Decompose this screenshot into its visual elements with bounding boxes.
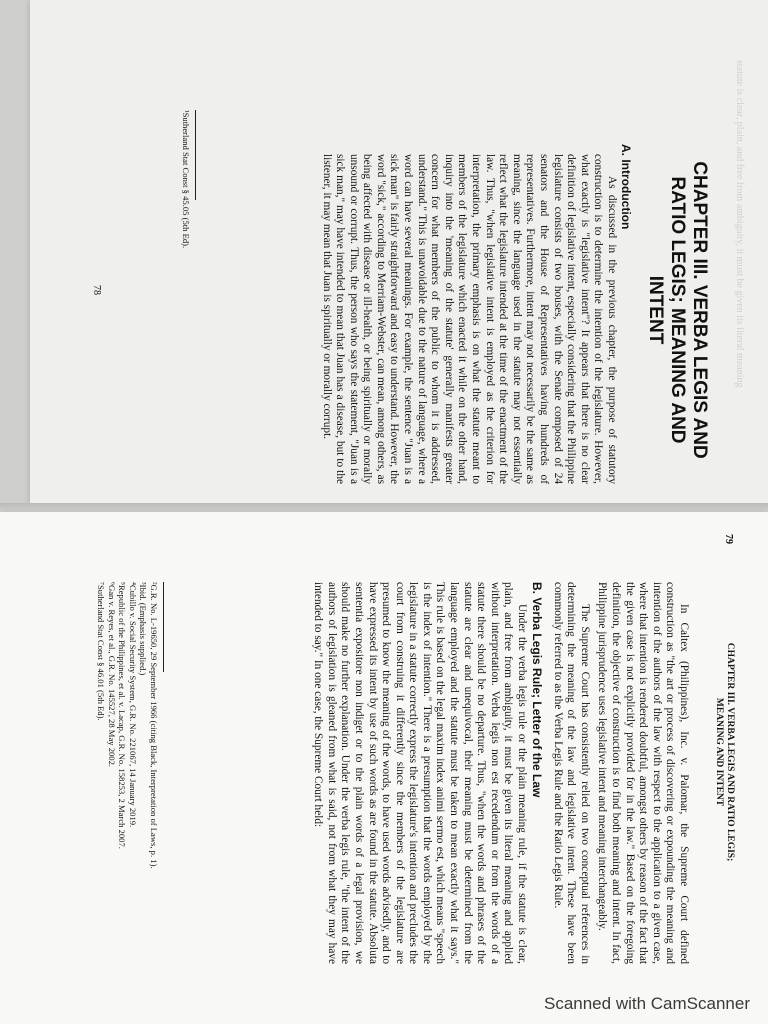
body-text xyxy=(307,582,690,964)
footnote-block xyxy=(180,110,200,410)
body-paragraph: Under the verba legis rule or the plain meaning rule, if the statute is clear, plain, and free from ambiguity, it must be given its literal meaning and applied without interpretation. Verba legis non est recedendum or from the words of a statute there should be no departure. Thus, "when the words and phrases of the statute are clear and unequivocal, their meaning must be determined from the language employed and the statute must be taken to mean exactly what it says." This rule is based on the legal maxim index animi sermo est, which means "speech is the index of intention." There is a presumption that the words employed by the legislature in a statute correctly express the legislature's intention and precludes the court from construing it differently since the members of the legislature are presumed to know the meaning of the words, to have used words advisedly, and to have expressed its intent by use of such words as are found in the statute. Absoluta sententia expositore non indiget or to the plain words of a legal provision, we should make no further explanation. Under the verba legis rule, "the intent of the authors of legislation is gleaned from what is said, not from what they may have intended to say." In one case, the Supreme Court held: xyxy=(312,582,529,964)
page-number: 79 xyxy=(723,534,734,544)
body-text xyxy=(315,154,618,484)
footnote: ⁵Republic of the Philippines, et al. v. Lacap, G.R. No. 158253, 2 March 2007. xyxy=(117,582,128,849)
footnote: ⁶Gan v. Reyes, et al., G.R. No. 145527, 28 May 2002. xyxy=(106,582,117,768)
footnote: ³Ibid. (Emphasis supplied.) xyxy=(138,582,149,676)
running-head: CHAPTER III. VERBA LEGIS AND RATIO LEGIS; MEANING AND INTENT xyxy=(714,642,735,862)
page-79 xyxy=(0,512,768,1024)
page-number: 78 xyxy=(91,285,102,295)
footnote-rule xyxy=(195,110,196,200)
footnote-block xyxy=(95,582,168,964)
footnote-rule xyxy=(163,582,164,672)
section-a-heading: A. Introduction xyxy=(619,144,633,230)
footnote: ⁷Sutherland Stat Const § 46.01 (5th Ed). xyxy=(96,582,107,721)
body-paragraph: As discussed in the previous chapter, the purpose of statutory construction is to determine the intention of the legislature. However, what exactly is "legislative intent"? It appears that there is no clear definition of legislative intent, especially considering that the Philippine legislature consists of two houses, with the Senate composed of 24 senators and the House of Representatives having hundreds of representatives. Furthermore, intent may not necessarily be the same as meaning, since the language used in the statute may not essentially reflect what the legislature intended at the time of the enactment of the law. Thus, "when legislative intent is employed as the criterion for interpretation, the primary emphasis is on what the statute meant to members of the legislature which enacted it while on the other hand, inquiry into the 'meaning of the statute' generally manifests greater concern for what members of the public to whom it is addressed, understand." This is unavoidable due to the nature of language, where a word can have several meanings. For example, the sentence "Juan is a sick man" is fairly straightforward and easy to understand. However, the word "sick," according to Merriam-Webster, can mean, among others, as being affected with disease or ill-health, or being spiritually or morally unsound or corrupt. Thus, the person who says the statement, "Juan is a sick man," may have intended to mean that Juan has a disease, but to the listener, it may mean that Juan is spiritually or morally corrupt. xyxy=(320,154,618,484)
footnote: ⁴Cubillo v. Social Security System, G.R. No. 221067, 14 January 2019. xyxy=(127,582,138,828)
page-78 xyxy=(30,0,768,505)
section-b-heading: B. Verba Legis Rule; Letter of the Law xyxy=(530,582,545,798)
chapter-title: CHAPTER III. VERBA LEGIS AND RATIO LEGIS; MEANING AND INTENT xyxy=(645,161,710,459)
body-paragraph: In Caltex (Philippines), Inc. v. Palomar, the Supreme Court defined construction as "the art or process of discovering or expounding the meaning and intention of the authors of the law with respect to the application to a given case, where that intention is rendered doubtful, amongst others by reason of the fact that the given case is not explicitly provided for in the law." Based on the foregoing definition, the objective of construction is to find both meaning and intent. In fact, Philippine jurisprudence uses legislative intent and meaning interchangeably. xyxy=(596,582,690,964)
footnote: ¹Sutherland Stat Const § 45.05 (5th Ed). xyxy=(181,110,191,249)
body-paragraph: The Supreme Court has consistently relied on two conceptual references in determining the meaning of the law and legislative intent. These have been commonly referred to as the Verba Legis Rule and the Ratio Legis Rule. xyxy=(551,582,591,964)
footnote: ²G.R. No. L-19650, 29 September 1966 (citing Black, Interpretation of Laws, p. 1). xyxy=(149,582,159,869)
bleed-through-text: statute is clear, plain, and free from ambiguity, it must be given its literal meaning xyxy=(734,60,745,388)
scanner-watermark: Scanned with CamScanner xyxy=(543,994,750,1013)
